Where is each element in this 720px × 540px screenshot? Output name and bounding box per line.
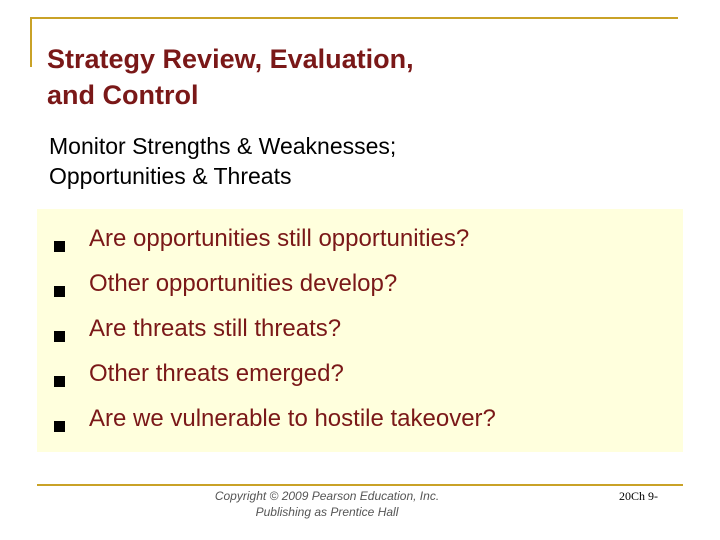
bullet-text: Are opportunities still opportunities? [89,225,470,252]
bullet-text: Are threats still threats? [89,315,342,342]
title-line-2: and Control [47,80,199,110]
copyright-line-1: Copyright © 2009 Pearson Education, Inc. [214,489,440,503]
square-bullet-icon [54,286,65,297]
bullet-item [37,264,683,309]
left-accent-line [30,17,32,67]
bullet-item [37,399,683,444]
title-line-1: Strategy Review, Evaluation, [47,44,414,74]
slide-subtitle [49,131,649,191]
square-bullet-icon [54,421,65,432]
bullet-item [37,354,683,399]
square-bullet-icon [54,331,65,342]
subtitle-line-2: Opportunities & Threats [49,163,292,189]
bullet-panel [37,209,683,452]
bullet-item [37,309,683,354]
slide-title [47,41,647,113]
bullet-text: Other threats emerged? [89,360,344,387]
footer-accent-line [37,484,683,486]
bullet-list [37,219,683,444]
square-bullet-icon [54,376,65,387]
top-accent-line [30,17,678,19]
square-bullet-icon [54,241,65,252]
bullet-item [37,219,683,264]
subtitle-line-1: Monitor Strengths & Weaknesses; [49,133,397,159]
bullet-text: Are we vulnerable to hostile takeover? [89,405,496,432]
bullet-text: Other opportunities develop? [89,270,398,297]
copyright-notice [167,488,487,520]
page-number: 20Ch 9- [619,489,658,503]
copyright-line-2: Publishing as Prentice Hall [255,505,399,519]
